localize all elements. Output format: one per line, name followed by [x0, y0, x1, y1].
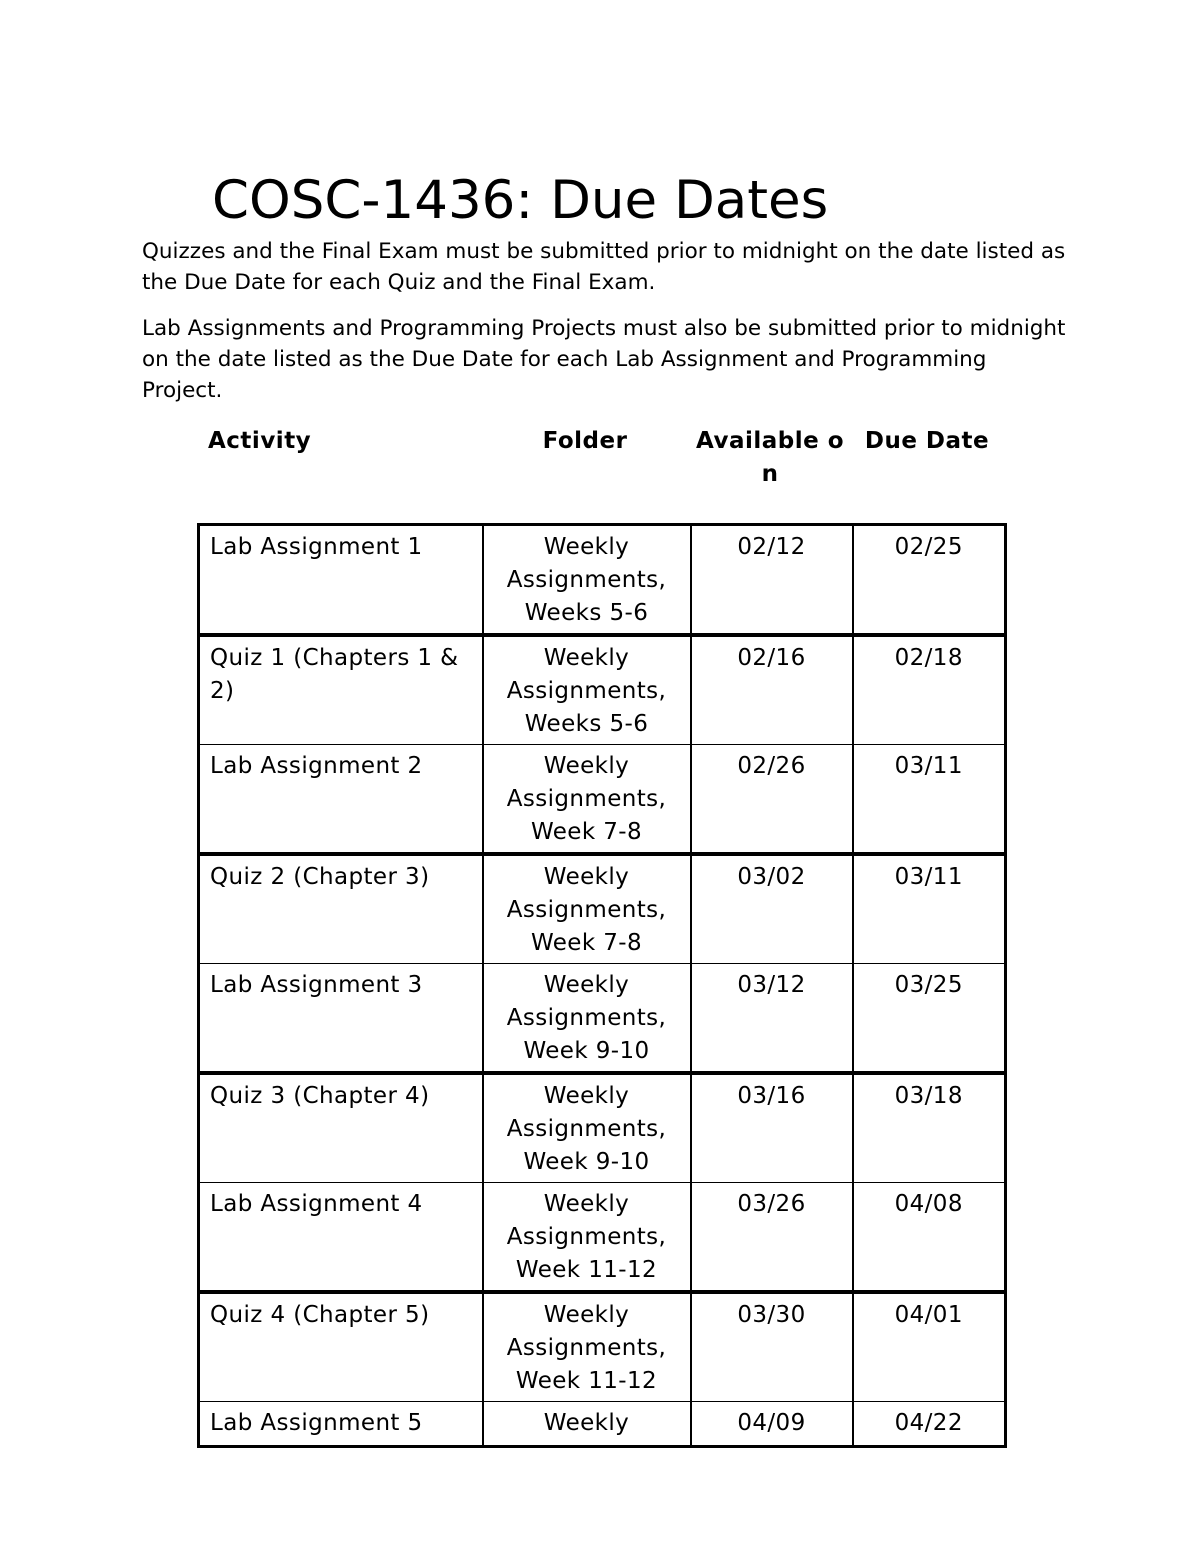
- table-row: [199, 1402, 1006, 1447]
- page-title: COSC-1436: Due Dates: [212, 170, 829, 231]
- due-cell: 03/18: [853, 1073, 1006, 1183]
- folder-cell: Weekly Assignments, Week 7-8: [483, 854, 691, 964]
- due-cell: 02/25: [853, 525, 1006, 636]
- folder-cell: Weekly Assignments, Week 11-12: [483, 1183, 691, 1293]
- activity-cell: Quiz 1 (Chapters 1 & 2): [199, 635, 483, 745]
- table-row: [199, 1073, 1006, 1183]
- activity-cell: Lab Assignment 5: [199, 1402, 483, 1447]
- activity-cell: Quiz 2 (Chapter 3): [199, 854, 483, 964]
- folder-cell: Weekly Assignments, Weeks 5-6: [483, 635, 691, 745]
- activity-cell: Lab Assignment 1: [199, 525, 483, 636]
- table-row: [199, 745, 1006, 855]
- schedule-header: [198, 425, 1004, 523]
- table-row: [199, 964, 1006, 1074]
- activity-cell: Lab Assignment 2: [199, 745, 483, 855]
- due-cell: 04/22: [853, 1402, 1006, 1447]
- available-cell: 02/16: [691, 635, 853, 745]
- due-dates-table: [197, 523, 1007, 1448]
- available-cell: 02/26: [691, 745, 853, 855]
- due-cell: 04/01: [853, 1292, 1006, 1402]
- due-cell: 02/18: [853, 635, 1006, 745]
- available-cell: 03/26: [691, 1183, 853, 1293]
- folder-cell: Weekly Assignments, Week 9-10: [483, 964, 691, 1074]
- available-cell: 03/16: [691, 1073, 853, 1183]
- available-cell: 03/30: [691, 1292, 853, 1402]
- header-due-date: Due Date: [864, 428, 990, 454]
- activity-cell: Lab Assignment 3: [199, 964, 483, 1074]
- due-cell: 04/08: [853, 1183, 1006, 1293]
- available-cell: 02/12: [691, 525, 853, 636]
- table-row: [199, 1292, 1006, 1402]
- available-cell: 03/12: [691, 964, 853, 1074]
- table-row: [199, 525, 1006, 636]
- folder-cell: Weekly Assignments, Week 9-10: [483, 1073, 691, 1183]
- lab-submission-note: Lab Assignments and Programming Projects must also be submitted prior to midnight on the date listed as the Due Date for each Lab Assignment and Programming Project.: [142, 316, 1066, 403]
- folder-cell: Weekly Assignments, Weeks 5-6: [483, 525, 691, 636]
- header-available-on: Available on: [695, 428, 845, 487]
- header-folder: Folder: [542, 428, 628, 454]
- quiz-submission-note: Quizzes and the Final Exam must be submitted prior to midnight on the date listed as the Due Date for each Quiz and the Final Exam.: [142, 239, 1066, 295]
- activity-cell: Quiz 3 (Chapter 4): [199, 1073, 483, 1183]
- header-activity: Activity: [208, 428, 312, 454]
- folder-cell: Weekly Assignments, Week 7-8: [483, 745, 691, 855]
- available-cell: 04/09: [691, 1402, 853, 1447]
- due-cell: 03/11: [853, 745, 1006, 855]
- activity-cell: Lab Assignment 4: [199, 1183, 483, 1293]
- table-row: [199, 635, 1006, 745]
- due-cell: 03/25: [853, 964, 1006, 1074]
- available-cell: 03/02: [691, 854, 853, 964]
- activity-cell: Quiz 4 (Chapter 5): [199, 1292, 483, 1402]
- table-row: [199, 1183, 1006, 1293]
- table-row: [199, 854, 1006, 964]
- folder-cell: Weekly Assignments, Week 11-12: [483, 1292, 691, 1402]
- due-cell: 03/11: [853, 854, 1006, 964]
- folder-cell: Weekly: [483, 1402, 691, 1447]
